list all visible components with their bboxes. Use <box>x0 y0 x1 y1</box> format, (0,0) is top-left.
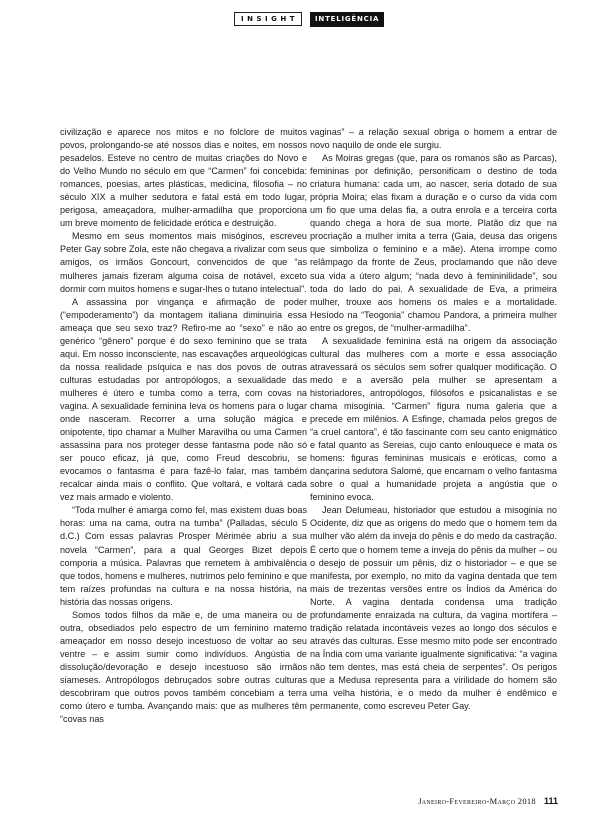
issue-date: Janeiro-Fevereiro-Março 2018 <box>418 796 536 806</box>
paragraph: Somos todos filhos da mãe e, de uma maneira ou de outra, obsediados pelo espectro de um feminino materno ameaçador em nosso desejo incestuoso de voltar ao seu ventre – e assim sumir como indivíduos. Angústia de dissolução/devoração e desejo incestuoso são irmãos siameses. Antropólogos debruçados sobre outras culturas descobriram que outros povos também concebiam a terra como útero e tumba. Avançando mais: que as mulheres têm “covas nas <box>60 609 307 725</box>
section-header <box>234 12 384 26</box>
page-number: 111 <box>543 796 558 806</box>
paragraph: vaginas” – a relação sexual obriga o homem a entrar de novo naquilo de onde ele surgiu. <box>310 127 557 151</box>
paragraph: A assassina por vingança e afirmação de poder (“empoderamento”) da montagem italiana diminuiria essa ameaça que seu sexo traz? Refiro-me ao “sexo” e não ao genérico “gênero” porque é do sexo feminino que se trata aqui. Em nosso inconsciente, nas escavações arqueológicas da nossa realidade psíquica e nas dos povos de outras culturas estudadas por antropólogos, a sexualidade das mulheres é útero e tumba como a terra, com covas na vagina. A sexualidade feminina leva os homens para o lugar onde nasceram. Recorrer a uma solução mágica e onipotente, tipo chamar a Mulher Maravilha ou uma Carmen assassina para nos proteger desse fantasma pode não só ser pouco eficaz, já que, como Freud descobriu, se evocamos o fantasma é para fazê-lo falar, mas também recalcar ainda mais o conflito. Que voltará, e voltará cada vez mais armado e violento. <box>60 296 307 503</box>
paragraph: Jean Delumeau, historiador que estudou a misoginia no Ocidente, diz que as origens do medo que o homem tem da mulher vão além da inveja do pênis e do medo da castração. É certo que o homem teme a inveja do pênis da mulher – ou o desejo de possuir um pênis, diz o historiador – e que se manifesta, por exemplo, no mito da vagina dentada que tem mais de trezentas versões entre os Índios da América do Norte. A vagina dentada condensa uma tradição profundamente enraizada na cultura, da vagina mortífera – tradição relatada incontáveis vezes ao longo dos séculos e através das culturas. Esse mesmo mito pode ser encontrado na Índia com uma variante igualmente significativa: “a vagina não tem dentes, mas está cheia de serpentes”. Os perigos que a Medusa representa para a virilidade do homem são uma velha história, e o medo da mulher é endêmico e permanente, como escreveu Peter Gay. <box>310 505 557 712</box>
page-footer <box>418 796 558 806</box>
paragraph: A sexualidade feminina está na origem da associação cultural das mulheres com a morte e essa associação atravessará os séculos sem sofrer qualquer modificação. O medo e a aversão pela mulher se apresentam a historiadores, antropólogos, filósofos e psicanalistas e se chama misoginia. “Carmen” figura numa galeria que a precede em milênios. A Esfinge, chamada pelos gregos de “a cruel cantora”, é tão fascinante com seu canto enigmático e fatal quanto as Sereias, cujo canto enlouquece e mata os homens: figuras femininas musicais e eróticas, como a dançarina sedutora Salomé, que encarnam o velho fantasma sobre o qual a humanidade projeta a angústia que o feminino evoca. <box>310 335 557 503</box>
paragraph: Mesmo em seus momentos mais misóginos, escreveu Peter Gay sobre Zola, este não chegava a rivalizar com seus amigos, os irmãos Goncourt, convencidos de que “as mulheres jamais fizeram alguma coisa de notável, exceto dormir com muitos homens e sugar-lhes o tutano intelectual”. <box>60 231 307 294</box>
section-tag-inteligencia: INTELIGÊNCIA <box>310 12 384 27</box>
paragraph: As Moiras gregas (que, para os romanos são as Parcas), femininas por definição, personificam o destino de toda criatura humana: cada um, ao nascer, seria dotado de sua própria Moira; elas fixam a duração e o curso da vida com um fio que uma delas fia, a outra enrola e a terceira corta quando chega a hora de sua morte. Platão diz que na procriação a mulher imita a terra (Gaia, deusa das origens que simboliza o feminino e a mãe). Atena irrompe como relâmpago da fronte de Zeus, proclamando que não deve sua vida a útero algum; “nada devo à femininilidade”, sou toda do lado do pai. A sexualidade de Eva, a primeira mulher, trouxe aos homens os males e a mortalidade. Hesíodo na “Teogonia” chamou Pandora, a primeira mulher entre os gregos, de “mulher-armadilha”. <box>310 153 557 333</box>
paragraph: civilização e aparece nos mitos e no folclore de muitos povos, prolongando-se até nossos dias e noites, em nossos pesadelos. Esteve no centro de muitas criações do Novo e do Velho Mundo no século em que “Carmen” foi concebida: romances, poesias, artes plásticas, medicina, filosofia – no século XIX a mulher sedutora e fatal está em todo lugar, perigosa, ameaçadora, mulher-armadilha que proporciona um breve momento de felicidade erótica e destruição. <box>60 127 307 229</box>
article-column-right <box>310 126 557 713</box>
section-tag-insight: INSIGHT <box>234 12 302 26</box>
paragraph: “Toda mulher é amarga como fel, mas existem duas boas horas: uma na cama, outra na tumba” (Palladas, século 5 d.C.) Com essas palavras Prosper Mérimée abriu a sua novela “Carmen”, para a qual Georges Bizet depois comporia a música. Palavras que remetem à ambivalência que todos, homens e mulheres, nutrimos pelo feminino e que tem raízes profundas na cultura e na nossa história, na história das nossas origens. <box>60 505 307 607</box>
article-column-left <box>60 126 307 726</box>
